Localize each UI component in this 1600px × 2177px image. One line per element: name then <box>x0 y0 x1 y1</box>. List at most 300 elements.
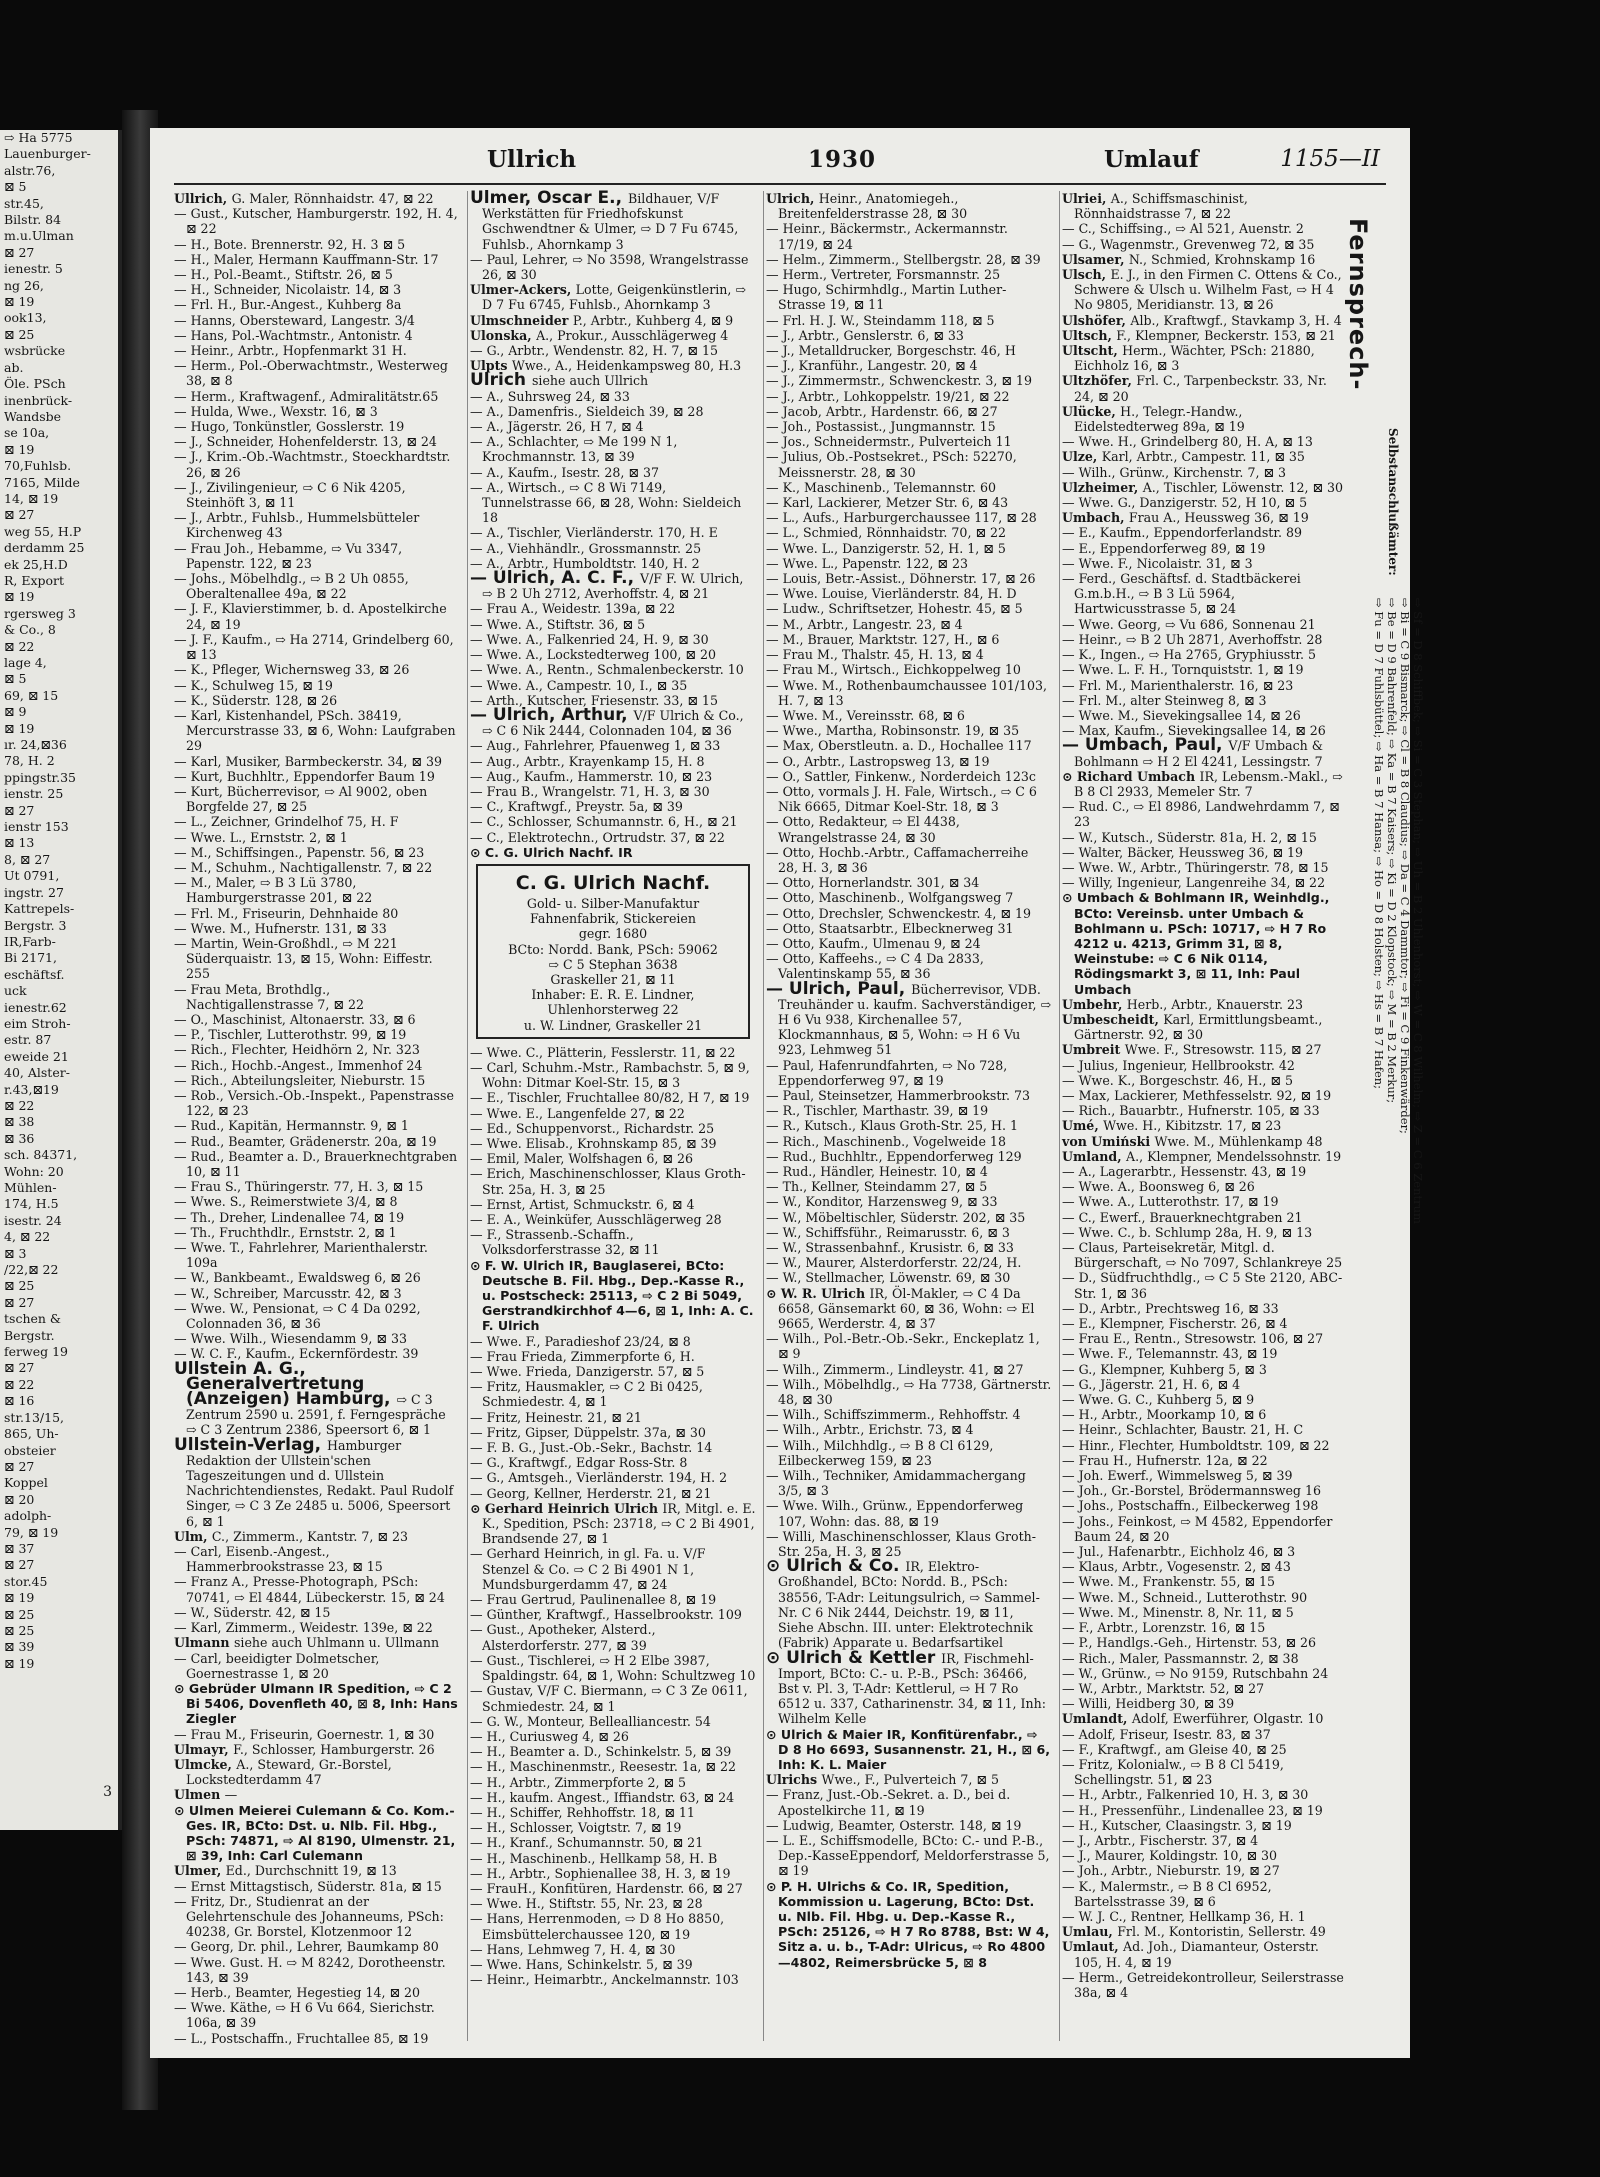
directory-entry <box>1062 1498 1348 1513</box>
entry-name: Ulmann <box>174 1635 234 1651</box>
left-page-text-fragment: 40, Alster- <box>4 1065 70 1081</box>
entry-details: — W., Maurer, Alsterdorferstr. 22/24, H. <box>766 1255 1022 1271</box>
entry-details: — Carl, Eisenb.-Angest., Hammerbrookstrasse 23, ⊠ 15 <box>174 1544 383 1575</box>
left-page-text-fragment: weg 55, H.P <box>4 523 82 539</box>
directory-entry <box>1062 845 1348 860</box>
entry-details: — Otto, Hornerlandstr. 301, ⊠ 34 <box>766 875 980 891</box>
left-page-text-fragment: ⊠ 27 <box>4 1294 35 1310</box>
directory-entry <box>1062 237 1348 252</box>
directory-entry <box>766 404 1052 419</box>
entry-details: — C., Schiffsing., ⇨ Al 521, Auenstr. 2 <box>1062 221 1304 237</box>
directory-entry <box>766 1362 1052 1377</box>
left-page-text-fragment: eim Stroh- <box>4 1015 71 1031</box>
legend-line: ⇨ Bi = C 9 Bismarck; ⇨ Cl = B 8 Claudius; ⇨ Da = C 4 Dammtor; ⇨ Fi = C 9 Finkenwärder; <box>1398 598 1412 1134</box>
entry-details: — Ed., Schuppenvorst., Richardstr. 25 <box>470 1120 715 1136</box>
entry-details: — Paul, Hafenrundfahrten, ⇨ No 728, Eppendorferweg 97, ⊠ 19 <box>766 1057 1008 1088</box>
directory-entry <box>174 328 460 343</box>
entry-details: H., Telegr.-Handw., Eidelstedterweg 89a, ⊠ 19 <box>1074 403 1245 435</box>
entry-details: Karl, Arbtr., Campestr. 11, ⊠ 35 <box>1101 449 1305 465</box>
entry-details: — R., Tischler, Marthastr. 39, ⊠ 19 <box>766 1103 989 1119</box>
entry-details: — F. B. G., Just.-Ob.-Sekr., Bachstr. 14 <box>470 1440 713 1456</box>
entry-details: A., Steward, Gr.-Borstel, Lockstedterdamm 47 <box>186 1756 392 1788</box>
directory-entry <box>174 936 460 982</box>
legend-line: ⇨ Be = D 9 Bahrenfeld; ⇨ Ka = B 7 Kaisers; ⇨ Ki = D 2 Klopstock; ⇨ M = B 2 Merkur; <box>1385 598 1399 1104</box>
entry-details: — Wwe. M., Frankenstr. 55, ⊠ 15 <box>1062 1574 1276 1590</box>
entry-details: — G., Arbtr., Wendenstr. 82, H. 7, ⊠ 15 <box>470 343 718 359</box>
entry-details: N., Schmied, Krohnskamp 16 <box>1128 251 1316 267</box>
directory-entry <box>766 708 1052 723</box>
entry-details: Wwe. F., Stresowstr. 115, ⊠ 27 <box>1124 1042 1322 1058</box>
directory-entry <box>766 784 1052 814</box>
directory-entry <box>1062 1392 1348 1407</box>
directory-entry <box>766 814 1052 844</box>
entry-details: — Willy, Ingenieur, Langenreihe 34, ⊠ 22 <box>1062 875 1326 891</box>
left-page-text-fragment: ⊠ 27 <box>4 507 35 523</box>
entry-details: — H., Maschinenb., Hellkamp 58, H. B <box>470 1850 718 1866</box>
entry-details: — Rich., Bauarbtr., Hufnerstr. 105, ⊠ 33 <box>1062 1103 1320 1119</box>
directory-entry <box>470 1896 756 1911</box>
entry-details: Hamburger Redaktion der Ullstein'schen Tageszeitungen und d. Ullstein Nachrichtendienstes, Redakt. Paul Rudolf Singer, ⇨ C 3 Ze 2485 u. 5006, Speersort 6, ⊠ 1 <box>186 1437 454 1529</box>
directory-entry <box>766 951 1052 981</box>
left-page-text-fragment: R, Export <box>4 572 65 588</box>
left-page-text-fragment: tschen & <box>4 1311 62 1327</box>
directory-entry <box>470 845 756 860</box>
entry-details: — C., Schlosser, Schumannstr. 6, H., ⊠ 21 <box>470 814 738 830</box>
entry-details: — W. J. C., Rentner, Hellkamp 36, H. 1 <box>1062 1908 1306 1924</box>
directory-entry <box>470 647 756 662</box>
directory-entry <box>470 343 756 358</box>
directory-entry <box>470 769 756 784</box>
directory-entry <box>1062 662 1348 677</box>
entry-details: — K., Schulweg 15, ⊠ 19 <box>174 677 333 693</box>
directory-entry <box>1062 860 1348 875</box>
directory-entry <box>470 568 756 602</box>
entry-name: Ultzhöfer, <box>1062 373 1137 389</box>
entry-details: — Ludw., Schriftsetzer, Hohestr. 45, ⊠ 5 <box>766 601 1023 617</box>
entry-details: — J., Zimmermstr., Schwenckestr. 3, ⊠ 19 <box>766 373 1032 389</box>
entry-details: A., Tischler, Löwenstr. 12, ⊠ 30 <box>1142 479 1344 495</box>
directory-entry <box>1062 373 1348 403</box>
left-page-text-fragment: ⊠ 27 <box>4 1458 35 1474</box>
directory-entry <box>174 2000 460 2030</box>
entry-name: ⊙ Ulmen Meierei Culemann & Co. Kom.-Ges. <box>174 1802 455 1833</box>
directory-entry <box>1062 525 1348 540</box>
directory-entry <box>174 1544 460 1574</box>
directory-entry <box>1062 1134 1348 1149</box>
entry-details: — Jul., Hafenarbtr., Eichholz 46, ⊠ 3 <box>1062 1544 1296 1560</box>
directory-entry <box>470 1379 756 1409</box>
entry-details: — L. E., Schiffsmodelle, BCto: C.- und P.-B., Dep.-KasseEppendorf, Meldorferstrasse 5, ⊠ 19 <box>766 1832 1050 1879</box>
entry-details: A., Prokur., Ausschlägerweg 4 <box>536 327 729 343</box>
left-page-text-fragment: & Co., 8 <box>4 622 56 638</box>
entry-name: Ulriei, <box>1062 191 1111 206</box>
directory-entry <box>1062 1574 1348 1589</box>
entry-details: — K., Malermstr., ⇨ B 8 Cl 6952, Bartelsstrasse 39, ⊠ 6 <box>1062 1878 1272 1909</box>
left-page-text-fragment: ⊠ 39 <box>4 1639 35 1655</box>
directory-entry <box>470 1683 756 1713</box>
directory-entry <box>766 1149 1052 1164</box>
entry-details: — Frau Joh., Hebamme, ⇨ Vu 3347, Papenstr. 122, ⊠ 23 <box>174 540 403 571</box>
directory-entry <box>1062 1620 1348 1635</box>
directory-entry <box>1062 510 1348 525</box>
left-page-text-fragment: eweide 21 <box>4 1048 69 1064</box>
entry-name: ⊙ W. R. Ulrich <box>766 1285 870 1301</box>
directory-entry <box>1062 735 1348 769</box>
directory-entry <box>174 1118 460 1133</box>
entry-details: — Herm., Getreidekontrolleur, Seilerstrasse 38a, ⊠ 4 <box>1062 1969 1344 2000</box>
entry-name: Ulrich <box>470 370 532 391</box>
entry-details: — Martin, Wein-Großhdl., ⇨ M 221 Süderquaistr. 13, ⊠ 15, Wohn: Eiffestr. 255 <box>174 935 433 982</box>
directory-entry <box>174 754 460 769</box>
entry-details: — F., Strassenb.-Schaffn., Volksdorferstrasse 32, ⊠ 11 <box>470 1227 660 1258</box>
directory-entry <box>766 723 1052 738</box>
entry-details: — Herm., Kraftwagenf., Admiralitätstr.65 <box>174 388 439 404</box>
entry-details: — W. C. F., Kaufm., Eckernfördestr. 39 <box>174 1346 419 1362</box>
entry-details: — M., Schuhm., Nachtigallenstr. 7, ⊠ 22 <box>174 859 433 875</box>
directory-entry <box>174 1134 460 1149</box>
entry-details: E. J., in den Firmen C. Ottens & Co., Schwere & Ulsch u. Wilhelm Fast, ⇨ H 4 No 9805, Meridianstr. 13, ⊠ 26 <box>1074 267 1342 313</box>
entry-details: — Wwe. L., Papenstr. 122, ⊠ 23 <box>766 555 968 571</box>
entry-name: Umlau, <box>1062 1924 1118 1940</box>
directory-entry <box>470 1425 756 1440</box>
directory-entry <box>766 1556 1052 1651</box>
entry-details: — G. W., Monteur, Bellealliancestr. 54 <box>470 1713 711 1729</box>
directory-entry <box>470 1820 756 1835</box>
entry-details: — W., Konditor, Harzensweg 9, ⊠ 33 <box>766 1194 998 1210</box>
directory-entry <box>1062 1164 1348 1179</box>
entry-details: Bücherrevisor, VDB. Treuhänder u. kaufm. Sachverständiger, ⇨ H 6 Vu 938, Kirchenallee 57, Klockmannhaus, ⊠ 5, Wohn: ⇨ H 6 Vu 923, Lehmweg 51 <box>778 981 1052 1058</box>
left-page-text-fragment: str.45, <box>4 195 44 211</box>
entry-details: — H., Arbtr., Moorkamp 10, ⊠ 6 <box>1062 1407 1267 1423</box>
left-page-text-fragment: ⊠ 19 <box>4 294 35 310</box>
entry-details: IR <box>618 844 633 860</box>
directory-entry <box>174 1194 460 1209</box>
entry-name: ⊙ Ulrich & Maier <box>766 1726 887 1742</box>
entry-details: — H., Schneider, Nicolaistr. 14, ⊠ 3 <box>174 282 402 298</box>
entry-name: Ulmer-Ackers, <box>470 282 576 298</box>
directory-entry <box>766 845 1052 875</box>
directory-entry <box>766 1194 1052 1209</box>
legend-subtitle: Selbstanschlußämter: <box>1386 428 1400 576</box>
entry-details: — Wwe. Käthe, ⇨ H 6 Vu 664, Sierichstr. 106a, ⊠ 39 <box>174 2000 435 2031</box>
entry-details: — Th., Dreher, Lindenallee 74, ⊠ 19 <box>174 1209 405 1225</box>
entry-details: — Frl. M., Friseurin, Dehnhaide 80 <box>174 905 399 921</box>
ad-line: Graskeller 21, ⊠ 11 <box>550 971 676 987</box>
directory-entry <box>174 1149 460 1179</box>
left-page-text-fragment: ek 25,H.D <box>4 556 68 572</box>
directory-entry <box>1062 495 1348 510</box>
directory-entry <box>1062 1514 1348 1544</box>
entry-name: Ulonska, <box>470 327 537 343</box>
directory-entry <box>766 343 1052 358</box>
entry-details: — J., Arbtr., Fischerstr. 37, ⊠ 4 <box>1062 1832 1259 1848</box>
directory-entry <box>1062 1225 1348 1240</box>
entry-details: Bildhauer, V/F Werkstätten für Friedhofskunst Gschwendtner & Ulmer, ⇨ D 7 Fu 6745, Fuhlsb., Ahornkamp 3 <box>482 191 739 252</box>
directory-entry <box>470 1334 756 1349</box>
directory-entry <box>766 358 1052 373</box>
directory-entry <box>174 541 460 571</box>
directory-entry <box>470 814 756 829</box>
directory-entry <box>1062 1042 1348 1057</box>
directory-entry <box>766 1331 1052 1361</box>
directory-entry <box>470 1942 756 1957</box>
entry-details: Heinr., Anatomiegeh., Breitenfelderstrasse 28, ⊠ 30 <box>778 191 968 222</box>
entry-name: Ulze, <box>1062 449 1102 465</box>
directory-entry <box>470 370 756 391</box>
entry-details: — H., Maler, Hermann Kauffmann-Str. 17 <box>174 251 439 267</box>
entry-details: — F., Arbtr., Lorenzstr. 16, ⊠ 15 <box>1062 1620 1266 1636</box>
directory-entry <box>470 313 756 328</box>
left-page-text-fragment: ⇨ Ha 5775 <box>4 130 73 145</box>
directory-entry <box>1062 449 1348 464</box>
entry-details: — Carl, Schuhm.-Mstr., Rambachstr. 5, ⊠ 9, Wohn: Ditmar Koel-Str. 15, ⊠ 3 <box>470 1059 750 1091</box>
entry-details: — Ferd., Geschäftsf. d. Stadtbäckerei G.m.b.H., ⇨ B 3 Lü 5964, Hartwicusstrasse 5, ⊠ 24 <box>1062 571 1301 617</box>
directory-entry <box>174 1863 460 1878</box>
entry-details: — Frau E., Rentn., Stresowstr. 106, ⊠ 27 <box>1062 1331 1324 1347</box>
left-page-text-fragment: 69, ⊠ 15 <box>4 687 59 703</box>
directory-entry <box>174 282 460 297</box>
directory-entry <box>1062 1696 1348 1711</box>
entry-details: — Wwe. A., Stiftstr. 36, ⊠ 5 <box>470 616 646 632</box>
entry-details: — Frau Frieda, Zimmerpforte 6, H. <box>470 1348 695 1364</box>
entry-details: — Frau M., Wirtsch., Eichkoppelweg 10 <box>766 662 1021 678</box>
entry-details: — L., Zeichner, Grindelhof 75, H. F <box>174 814 399 830</box>
directory-entry <box>470 1106 756 1121</box>
entry-details: — Aug., Kaufm., Hammerstr. 10, ⊠ 23 <box>470 768 713 784</box>
directory-entry <box>470 1470 756 1485</box>
entry-details: — K., Ingen., ⇨ Ha 2765, Gryphiusstr. 5 <box>1062 647 1316 663</box>
entry-details: — Rud., Kapitän, Hermannstr. 9, ⊠ 1 <box>174 1118 409 1134</box>
left-page-text-fragment: Bi 2171, <box>4 950 57 966</box>
entry-details: — Kurt, Bücherrevisor, ⇨ Al 9002, oben Borgfelde 27, ⊠ 25 <box>174 783 428 815</box>
entry-details: — K., Maschinenb., Telemannstr. 60 <box>766 479 997 495</box>
directory-entry <box>766 449 1052 479</box>
left-page-text-fragment: ienestr. 5 <box>4 261 63 277</box>
entry-details: — Wwe. C., Plätterin, Fesslerstr. 11, ⊠ 22 <box>470 1044 736 1060</box>
entry-details: — Karl, Zimmerm., Weidestr. 139e, ⊠ 22 <box>174 1620 433 1636</box>
directory-entry <box>1062 556 1348 571</box>
entry-details: — J., Arbtr., Genslerstr. 6, ⊠ 33 <box>766 327 964 343</box>
entry-details: — Frl. H., Bur.-Angest., Kuhberg 8a <box>174 297 402 313</box>
directory-entry <box>470 1197 756 1212</box>
directory-entry <box>1062 1088 1348 1103</box>
entry-details: — M., Brauer, Marktstr. 127, H., ⊠ 6 <box>766 631 1000 647</box>
entry-details: — Wwe. F., Paradieshof 23/24, ⊠ 8 <box>470 1333 691 1349</box>
entry-details: — G., Jägerstr. 21, H. 6, ⊠ 4 <box>1062 1376 1241 1392</box>
left-page-text-fragment: ⊠ 22 <box>4 1376 35 1392</box>
entry-name: Umé, <box>1062 1118 1104 1134</box>
entry-details: — Franz, Just.-Ob.-Sekret. a. D., bei d. Apostelkirche 11, ⊠ 19 <box>766 1787 1011 1818</box>
directory-entry <box>470 1622 756 1652</box>
directory-entry <box>470 799 756 814</box>
directory-entry <box>766 510 1052 525</box>
entry-details: — Rud., Händler, Heinestr. 10, ⊠ 4 <box>766 1164 988 1179</box>
directory-entry <box>1062 252 1348 267</box>
left-page-text-fragment: ⊠ 25 <box>4 1606 35 1622</box>
entry-details: — Gerhard Heinrich, in gl. Fa. u. V/F Stenzel & Co. ⇨ C 2 Bi 4901 N 1, Mundsburgerdamm 47, ⊠ 24 <box>470 1546 706 1592</box>
left-page-text-fragment: 8, ⊠ 27 <box>4 851 51 867</box>
entry-details: — H., Pol.-Beamt., Stiftstr. 26, ⊠ 5 <box>174 267 393 283</box>
directory-entry <box>174 1073 460 1088</box>
directory-entry <box>1062 571 1348 617</box>
column-4 <box>1062 191 1348 2046</box>
entry-details: — Hugo, Tonkünstler, Gosslerstr. 19 <box>174 419 405 435</box>
directory-entry <box>1062 1666 1348 1681</box>
directory-entry <box>766 601 1052 616</box>
ad-line: Inhaber: E. R. E. Lindner, <box>531 987 695 1003</box>
directory-entry <box>174 1210 460 1225</box>
directory-entry <box>1062 678 1348 693</box>
left-page-text-fragment: Ut 0791, <box>4 868 60 884</box>
left-page-text-fragment: 14, ⊠ 19 <box>4 490 59 506</box>
entry-details: — Wilh., Arbtr., Erichstr. 73, ⊠ 4 <box>766 1422 974 1438</box>
entry-details: siehe auch Ullrich <box>531 373 649 389</box>
entry-details: — Max, Oberstleutn. a. D., Hochallee 117 <box>766 738 1032 754</box>
directory-entry <box>1062 1818 1348 1833</box>
entry-name: Ulrichs <box>766 1772 822 1788</box>
left-page-text-fragment: ⊠ 25 <box>4 1278 35 1294</box>
entry-details: — Gust., Kutscher, Hamburgerstr. 192, H. 4, ⊠ 22 <box>174 206 458 237</box>
entry-details: — Frau M., Friseurin, Goernestr. 1, ⊠ 30 <box>174 1726 435 1742</box>
entry-name: Ulmayr, <box>174 1741 234 1757</box>
left-page-text-fragment: ⊠ 19 <box>4 589 35 605</box>
directory-entry <box>470 1151 756 1166</box>
entry-details: — R., Kutsch., Klaus Groth-Str. 25, H. 1 <box>766 1118 1019 1134</box>
entry-details: — Fritz, Heinestr. 21, ⊠ 21 <box>470 1409 642 1425</box>
entry-details: — Wwe. G., Danzigerstr. 52, H 10, ⊠ 5 <box>1062 495 1308 511</box>
directory-entry <box>766 434 1052 449</box>
directory-entry <box>174 1027 460 1042</box>
entry-details: — Wwe. Frieda, Danzigerstr. 57, ⊠ 5 <box>470 1364 705 1380</box>
left-page-text-fragment: se 10a, <box>4 425 50 441</box>
directory-entry <box>1062 617 1348 632</box>
directory-entry <box>470 601 756 616</box>
ad-line: u. W. Lindner, Graskeller 21 <box>523 1017 703 1033</box>
directory-entry <box>470 1060 756 1090</box>
directory-entry <box>470 754 756 769</box>
directory-entry <box>766 221 1052 251</box>
entry-details: — Wwe. Georg, ⇨ Vu 686, Sonnenau 21 <box>1062 616 1316 632</box>
entry-details: — Paul, Lehrer, ⇨ No 3598, Wrangelstrasse 26, ⊠ 30 <box>470 251 749 283</box>
directory-entry <box>766 754 1052 769</box>
entry-details: — Johs., Feinkost, ⇨ M 4582, Eppendorfer Baum 24, ⊠ 20 <box>1062 1513 1333 1544</box>
entry-details: — O., Sattler, Finkenw., Norderdeich 123c <box>766 768 1036 784</box>
directory-entry <box>1062 1468 1348 1483</box>
entry-details: — P., Tischler, Lutterothstr. 99, ⊠ 19 <box>174 1027 407 1043</box>
entry-details: — W., Möbeltischler, Süderstr. 202, ⊠ 35 <box>766 1209 1026 1225</box>
entry-details: — J., Metalldrucker, Borgeschstr. 46, H <box>766 343 1016 359</box>
entry-details: — Günther, Kraftwgf., Hasselbrookstr. 109 <box>470 1607 742 1623</box>
entry-details: — Wilh., Möbelhdlg., ⇨ Ha 7738, Gärtnerstr. 48, ⊠ 30 <box>766 1376 1052 1408</box>
directory-entry <box>174 1681 460 1727</box>
entry-details: P., Arbtr., Kuhberg 4, ⊠ 9 <box>572 312 734 328</box>
directory-entry <box>1062 632 1348 647</box>
directory-entry <box>470 1227 756 1257</box>
directory-entry <box>766 313 1052 328</box>
directory-entry <box>470 1592 756 1607</box>
directory-entry <box>766 586 1052 601</box>
entry-details: — Wwe. M., Hufnerstr. 131, ⊠ 33 <box>174 920 387 936</box>
left-page-text-fragment: ienstr 153 <box>4 819 69 835</box>
entry-name: Ulmcke, <box>174 1756 237 1772</box>
entry-details: — Walter, Bäcker, Heussweg 36, ⊠ 19 <box>1062 844 1304 860</box>
entry-details: — C., Elektrotechn., Ortrudstr. 37, ⊠ 22 <box>470 829 725 845</box>
entry-details: — Rud., Beamter a. D., Brauerknechtgraben 10, ⊠ 11 <box>174 1148 458 1179</box>
entry-details: — Adolf, Friseur, Isestr. 83, ⊠ 37 <box>1062 1726 1271 1742</box>
directory-entry <box>470 1881 756 1896</box>
directory-entry <box>174 252 460 267</box>
entry-details: — D., Arbtr., Prechtsweg 16, ⊠ 33 <box>1062 1300 1279 1316</box>
entry-name: Ultsch, <box>1062 327 1117 343</box>
entry-name: Ullstein A. G., Generalvertretung (Anzeigen) Hamburg, <box>174 1358 397 1410</box>
ad-line: Gold- u. Silber-Manufaktur <box>526 895 700 911</box>
entry-details: — Herm., Pol.-Oberwachtmstr., Westerweg 38, ⊠ 8 <box>174 358 448 389</box>
directory-entry <box>1062 1863 1348 1878</box>
ad-title: C. G. Ulrich Nachf. <box>515 871 711 894</box>
directory-entry <box>174 1605 460 1620</box>
left-page-text-fragment: derdamm 25 <box>4 540 85 556</box>
directory-entry <box>766 769 1052 784</box>
entry-details: — Hans, Lehmweg 7, H. 4, ⊠ 30 <box>470 1941 676 1957</box>
entry-details: — Hans, Pol.-Wachtmstr., Antonistr. 4 <box>174 327 413 343</box>
entry-details: — Rich., Maler, Passmannstr. 2, ⊠ 38 <box>1062 1650 1299 1666</box>
directory-entry <box>766 1240 1052 1255</box>
directory-entry <box>1062 1742 1348 1757</box>
entry-details: — H., Arbtr., Sophienallee 38, H. 3, ⊠ 19 <box>470 1865 731 1881</box>
directory-entry <box>766 936 1052 951</box>
entry-details: — Wwe. L., Ernststr. 2, ⊠ 1 <box>174 829 348 845</box>
entry-details: — Frl. M., alter Steinweg 8, ⊠ 3 <box>1062 692 1267 708</box>
entry-name: Ulmschneider <box>470 312 573 328</box>
directory-entry <box>1062 1377 1348 1392</box>
directory-entry <box>766 556 1052 571</box>
directory-entry <box>766 738 1052 753</box>
entry-name: Umbescheidt, <box>1062 1011 1164 1027</box>
directory-entry <box>766 541 1052 556</box>
entry-details: — Joh., Arbtr., Nieburstr. 19, ⊠ 27 <box>1062 1863 1280 1879</box>
entry-name: Umbreit <box>1062 1042 1125 1058</box>
entry-details: — Gust., Tischlerei, ⇨ H 2 Elbe 3987, Spaldingstr. 64, ⊠ 1, Wohn: Schultzweg 10 <box>470 1652 756 1684</box>
entry-name: ⊙ F. W. Ulrich <box>470 1257 569 1273</box>
left-page-text-fragment: 174, H.5 <box>4 1196 59 1212</box>
entry-name: — Ulrich, Arthur, <box>470 704 634 725</box>
left-page-text-fragment: ⊠ 9 <box>4 704 27 720</box>
directory-entry <box>174 830 460 845</box>
directory-entry <box>1062 1939 1348 1969</box>
entry-details: — H., Bote. Brennerstr. 92, H. 3 ⊠ 5 <box>174 236 406 252</box>
entry-details: IR, Konfitürenfabr., ⇨ D 8 Ho 6693, Susannenstr. 21, H., ⊠ 6, Inh: K. L. Maier <box>778 1726 1051 1772</box>
entry-details: A., Klempner, Mendelssohnstr. 19 <box>1125 1148 1342 1164</box>
directory-entry <box>1062 328 1348 343</box>
directory-entry <box>470 252 756 282</box>
directory-entry <box>470 1972 756 1987</box>
directory-entry <box>470 738 756 753</box>
directory-entry <box>1062 1970 1348 2000</box>
entry-details: Adolf, Ewerführer, Olgastr. 10 <box>1131 1711 1324 1727</box>
entry-details: — Hanns, Obersteward, Langestr. 3/4 <box>174 312 415 328</box>
column-2 <box>470 188 756 2046</box>
entry-details: — Otto, Maschinenb., Wolfgangsweg 7 <box>766 890 1014 906</box>
header-page-number: 1155—II <box>1280 146 1380 172</box>
directory-entry <box>174 1042 460 1057</box>
directory-entry <box>766 267 1052 282</box>
entry-name: Ullrich, <box>174 191 232 206</box>
entry-details: — Rich., Abteilungsleiter, Nieburstr. 15 <box>174 1072 426 1088</box>
entry-details: — Ernst Mittagstisch, Süderstr. 81a, ⊠ 15 <box>174 1878 442 1894</box>
directory-entry <box>766 373 1052 388</box>
directory-entry <box>174 449 460 479</box>
left-page-text-fragment: ⊠ 25 <box>4 1622 35 1638</box>
